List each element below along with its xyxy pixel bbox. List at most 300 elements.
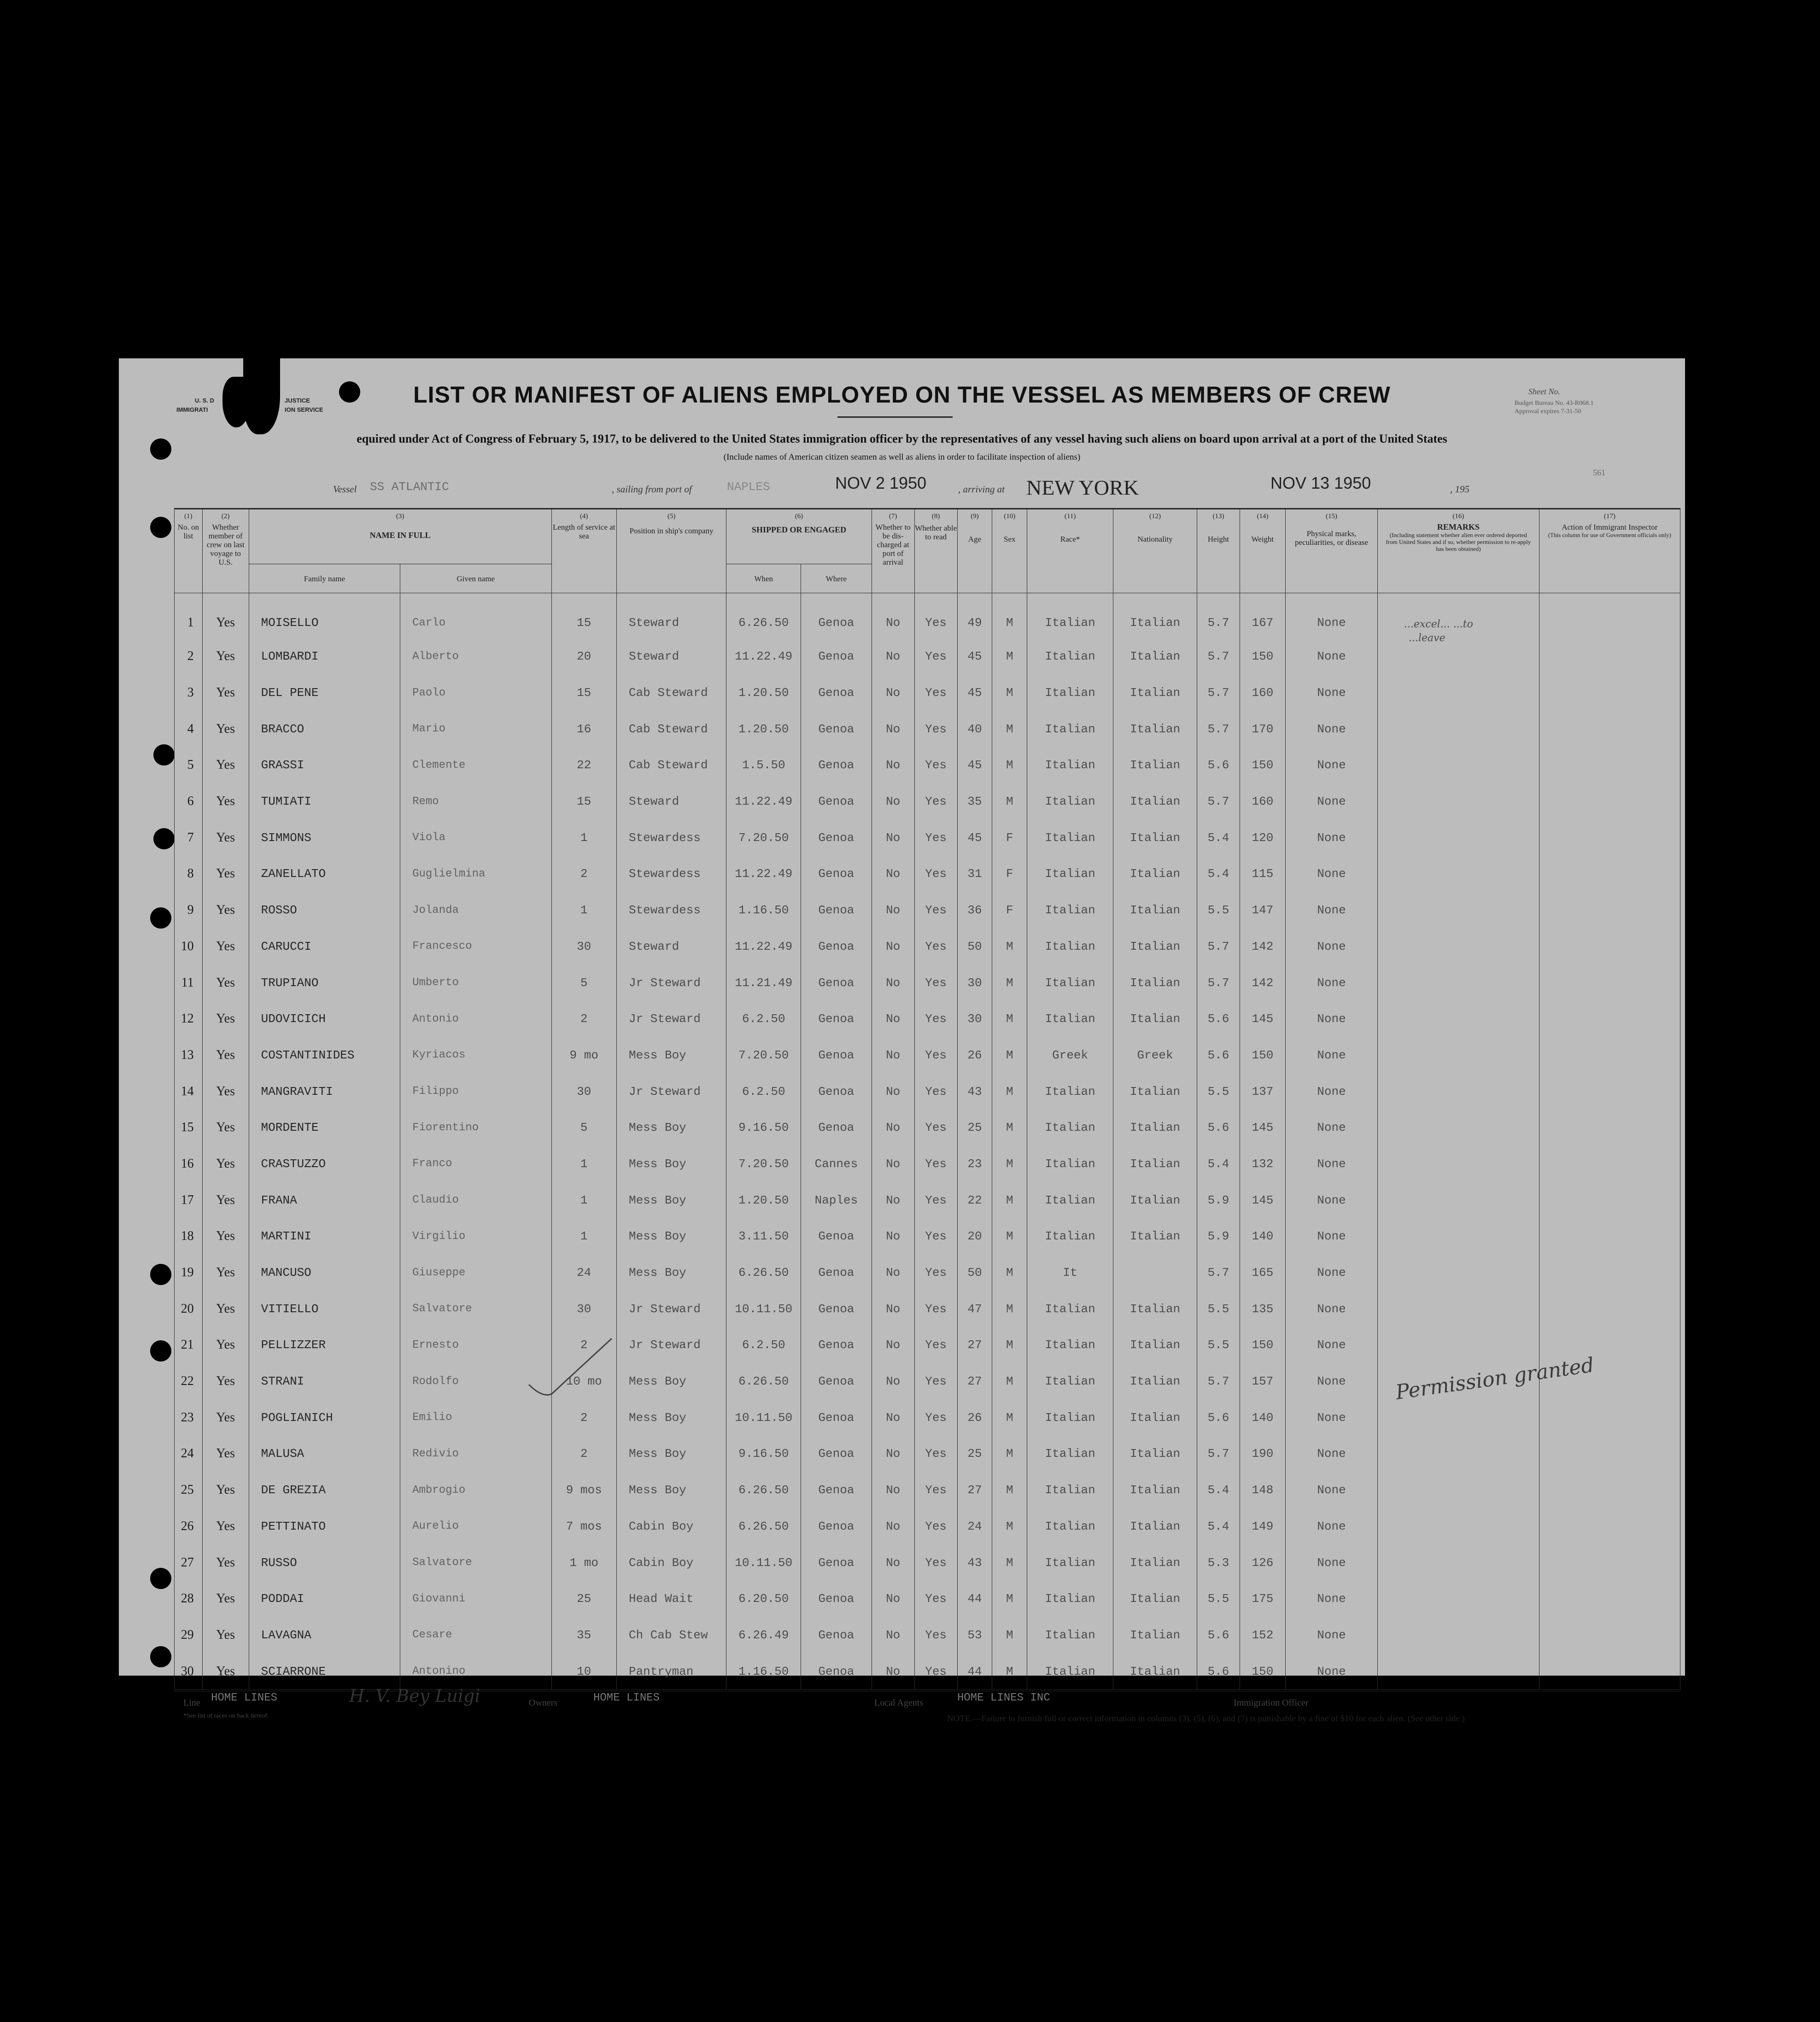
list-number: 29 <box>175 1617 203 1654</box>
race: Italian <box>1027 856 1113 892</box>
physical-marks: None <box>1285 1001 1377 1037</box>
list-number: 25 <box>175 1472 203 1508</box>
age: 26 <box>957 1399 992 1436</box>
local-agents-label: Local Agents <box>874 1698 924 1708</box>
physical-marks: None <box>1285 1110 1377 1146</box>
length-of-service: 25 <box>551 1581 616 1617</box>
height: 5.4 <box>1197 819 1240 856</box>
previous-voyage: Yes <box>202 1617 249 1654</box>
table-row <box>175 593 1680 639</box>
length-of-service: 15 <box>551 675 616 711</box>
given-name: Giovanni <box>400 1581 551 1617</box>
weight: 148 <box>1240 1472 1285 1508</box>
header-inspector-action: (17) Action of Immigrant Inspector (This column for use of Government officials only) <box>1539 509 1680 593</box>
previous-voyage: Yes <box>202 593 249 639</box>
previous-voyage: Yes <box>202 711 249 747</box>
weight: 120 <box>1240 819 1285 856</box>
sex: M <box>992 964 1027 1001</box>
race: Italian <box>1027 929 1113 965</box>
list-number: 12 <box>175 1001 203 1037</box>
able-to-read: Yes <box>914 856 957 892</box>
nationality: Italian <box>1113 1653 1197 1690</box>
sex: M <box>992 1182 1027 1218</box>
shipped-when: 11.22.49 <box>726 929 801 965</box>
race: Italian <box>1027 783 1113 820</box>
remarks <box>1378 675 1539 711</box>
physical-marks: None <box>1285 1182 1377 1218</box>
sex: M <box>992 1399 1027 1436</box>
shipped-when: 1.20.50 <box>726 1182 801 1218</box>
list-number: 5 <box>175 747 203 783</box>
shipped-when: 6.26.50 <box>726 1508 801 1545</box>
physical-marks: None <box>1285 1399 1377 1436</box>
given-name: Salvatore <box>400 1544 551 1581</box>
able-to-read: Yes <box>914 1327 957 1363</box>
able-to-read: Yes <box>914 1073 957 1110</box>
nationality: Italian <box>1113 1363 1197 1400</box>
previous-voyage: Yes <box>202 1363 249 1400</box>
race: Italian <box>1027 1110 1113 1146</box>
inspector-action <box>1539 892 1680 929</box>
shipped-when: 11.22.49 <box>726 638 801 675</box>
shipped-when: 6.2.50 <box>726 1001 801 1037</box>
physical-marks: None <box>1285 1218 1377 1255</box>
age: 24 <box>957 1508 992 1545</box>
length-of-service: 30 <box>551 1291 616 1327</box>
crew-rows <box>175 593 1680 1690</box>
race: Italian <box>1027 675 1113 711</box>
position: Cabin Boy <box>616 1508 726 1545</box>
race: It <box>1027 1255 1113 1291</box>
permission-granted-note: Permission granted <box>1394 1353 1596 1404</box>
discharged: No <box>872 1363 914 1400</box>
nationality: Italian <box>1113 638 1197 675</box>
signature: H. V. Bey Luigi <box>349 1686 480 1706</box>
shipped-when: 6.26.49 <box>726 1617 801 1654</box>
shipped-when: 6.26.50 <box>726 1255 801 1291</box>
list-number: 13 <box>175 1037 203 1074</box>
position: Ch Cab Stew <box>616 1617 726 1654</box>
nationality: Greek <box>1113 1037 1197 1074</box>
shipped-where: Genoa <box>801 1291 872 1327</box>
age: 45 <box>957 819 992 856</box>
able-to-read: Yes <box>914 929 957 965</box>
approval-expiry: Approval expires 7-31-50 <box>1515 408 1581 415</box>
table-row <box>175 1291 1680 1327</box>
vessel-label: Vessel <box>333 484 357 495</box>
nationality: Italian <box>1113 1291 1197 1327</box>
shipped-where: Genoa <box>801 593 872 639</box>
remarks <box>1378 1146 1539 1182</box>
nationality: Italian <box>1113 1581 1197 1617</box>
given-name: Ambrogio <box>400 1472 551 1508</box>
age: 20 <box>957 1218 992 1255</box>
arrival-date: NOV 13 1950 <box>1270 473 1371 492</box>
nationality: Italian <box>1113 1001 1197 1037</box>
sex: M <box>992 783 1027 820</box>
sex: M <box>992 1436 1027 1472</box>
discharged: No <box>872 1037 914 1074</box>
family-name: SIMMONS <box>249 819 400 856</box>
nationality: Italian <box>1113 1182 1197 1218</box>
table-row <box>175 1255 1680 1291</box>
list-number: 21 <box>175 1327 203 1363</box>
position: Mess Boy <box>616 1146 726 1182</box>
shipped-when: 10.11.50 <box>726 1291 801 1327</box>
sex: M <box>992 1617 1027 1654</box>
inspector-action <box>1539 1073 1680 1110</box>
table-row <box>175 1508 1680 1545</box>
age: 35 <box>957 783 992 820</box>
height: 5.7 <box>1197 711 1240 747</box>
nationality: Italian <box>1113 675 1197 711</box>
weight: 150 <box>1240 1653 1285 1690</box>
table-row <box>175 675 1680 711</box>
shipped-when: 6.20.50 <box>726 1581 801 1617</box>
sex: M <box>992 1581 1027 1617</box>
discharged: No <box>872 856 914 892</box>
position: Mess Boy <box>616 1182 726 1218</box>
able-to-read: Yes <box>914 1291 957 1327</box>
previous-voyage: Yes <box>202 1110 249 1146</box>
list-number: 20 <box>175 1291 203 1327</box>
physical-marks: None <box>1285 1436 1377 1472</box>
position: Mess Boy <box>616 1436 726 1472</box>
shipped-where: Genoa <box>801 638 872 675</box>
given-name: Guglielmina <box>400 856 551 892</box>
header-family-name: Family name <box>249 564 400 593</box>
header-list-number: (1) No. on list <box>175 509 203 593</box>
length-of-service: 1 <box>551 819 616 856</box>
remarks <box>1378 1472 1539 1508</box>
sailing-label: , sailing from port of <box>612 484 692 495</box>
able-to-read: Yes <box>914 1544 957 1581</box>
height: 5.4 <box>1197 1508 1240 1545</box>
shipped-when: 7.20.50 <box>726 1146 801 1182</box>
table-row <box>175 1073 1680 1110</box>
remarks <box>1378 1327 1539 1363</box>
position: Cabin Boy <box>616 1544 726 1581</box>
physical-marks: None <box>1285 1544 1377 1581</box>
able-to-read: Yes <box>914 1363 957 1400</box>
position: Stewardess <box>616 856 726 892</box>
age: 49 <box>957 593 992 639</box>
height: 5.7 <box>1197 1436 1240 1472</box>
family-name: PODDAI <box>249 1581 400 1617</box>
race: Italian <box>1027 1218 1113 1255</box>
dept-line: ION SERVICE <box>285 406 323 413</box>
previous-voyage: Yes <box>202 747 249 783</box>
previous-voyage: Yes <box>202 1182 249 1218</box>
race: Italian <box>1027 1508 1113 1545</box>
able-to-read: Yes <box>914 1110 957 1146</box>
physical-marks: None <box>1285 783 1377 820</box>
arriving-port: NEW YORK <box>1026 476 1139 499</box>
sex: M <box>992 638 1027 675</box>
age: 47 <box>957 1291 992 1327</box>
table-row <box>175 1110 1680 1146</box>
previous-voyage: Yes <box>202 1399 249 1436</box>
race: Italian <box>1027 892 1113 929</box>
inspector-action <box>1539 711 1680 747</box>
previous-voyage: Yes <box>202 1218 249 1255</box>
nationality: Italian <box>1113 783 1197 820</box>
nationality: Italian <box>1113 1327 1197 1363</box>
family-name: BRACCO <box>249 711 400 747</box>
remarks <box>1378 1255 1539 1291</box>
remarks <box>1378 964 1539 1001</box>
nationality: Italian <box>1113 856 1197 892</box>
table-row <box>175 1037 1680 1074</box>
physical-marks: None <box>1285 1327 1377 1363</box>
age: 27 <box>957 1327 992 1363</box>
length-of-service: 7 mos <box>551 1508 616 1545</box>
sex: M <box>992 1218 1027 1255</box>
length-of-service: 2 <box>551 1399 616 1436</box>
given-name: Viola <box>400 819 551 856</box>
list-number: 28 <box>175 1581 203 1617</box>
physical-marks: None <box>1285 1581 1377 1617</box>
family-name: PELLIZZER <box>249 1327 400 1363</box>
table-row <box>175 929 1680 965</box>
shipped-where: Genoa <box>801 711 872 747</box>
discharged: No <box>872 593 914 639</box>
previous-voyage: Yes <box>202 1001 249 1037</box>
shipped-where: Genoa <box>801 1255 872 1291</box>
physical-marks: None <box>1285 1073 1377 1110</box>
inspector-action <box>1539 1544 1680 1581</box>
sex: M <box>992 929 1027 965</box>
given-name: Mario <box>400 711 551 747</box>
punch-hole <box>150 1646 171 1667</box>
race: Italian <box>1027 1436 1113 1472</box>
shipped-where: Genoa <box>801 1436 872 1472</box>
header-discharged: (7) Whether to be dis-charged at port of arrival <box>872 509 914 593</box>
list-number: 4 <box>175 711 203 747</box>
shipped-where: Genoa <box>801 1110 872 1146</box>
position: Mess Boy <box>616 1399 726 1436</box>
remarks <box>1378 783 1539 820</box>
discharged: No <box>872 1581 914 1617</box>
discharged: No <box>872 747 914 783</box>
remarks <box>1378 747 1539 783</box>
physical-marks: None <box>1285 1363 1377 1400</box>
able-to-read: Yes <box>914 638 957 675</box>
shipped-when: 1.16.50 <box>726 1653 801 1690</box>
family-name: GRASSI <box>249 747 400 783</box>
inspector-action <box>1539 1146 1680 1182</box>
nationality: Italian <box>1113 1544 1197 1581</box>
weight: 149 <box>1240 1508 1285 1545</box>
race: Italian <box>1027 1363 1113 1400</box>
sex: M <box>992 711 1027 747</box>
height: 5.6 <box>1197 747 1240 783</box>
list-number: 24 <box>175 1436 203 1472</box>
shipped-when: 11.21.49 <box>726 964 801 1001</box>
race: Italian <box>1027 638 1113 675</box>
inspector-action <box>1539 819 1680 856</box>
physical-marks: None <box>1285 964 1377 1001</box>
height: 5.9 <box>1197 1218 1240 1255</box>
given-name: Paolo <box>400 675 551 711</box>
nationality: Italian <box>1113 1073 1197 1110</box>
shipped-when: 3.11.50 <box>726 1218 801 1255</box>
previous-voyage: Yes <box>202 1073 249 1110</box>
header-sex: (10) Sex <box>992 509 1027 593</box>
age: 44 <box>957 1653 992 1690</box>
family-name: SCIARRONE <box>249 1653 400 1690</box>
table-row <box>175 1327 1680 1363</box>
height: 5.5 <box>1197 1581 1240 1617</box>
table-row <box>175 1218 1680 1255</box>
given-name: Giuseppe <box>400 1255 551 1291</box>
able-to-read: Yes <box>914 783 957 820</box>
age: 53 <box>957 1617 992 1654</box>
table-row <box>175 819 1680 856</box>
shipped-where: Genoa <box>801 1653 872 1690</box>
discharged: No <box>872 1544 914 1581</box>
table-row <box>175 1581 1680 1617</box>
length-of-service: 1 <box>551 1182 616 1218</box>
inspector-action <box>1539 1001 1680 1037</box>
length-of-service: 10 mo <box>551 1363 616 1400</box>
race: Italian <box>1027 1653 1113 1690</box>
height: 5.6 <box>1197 1001 1240 1037</box>
nationality: Italian <box>1113 892 1197 929</box>
shipped-when: 1.20.50 <box>726 711 801 747</box>
list-number: 26 <box>175 1508 203 1545</box>
header-length-of-service: (4) Length of service at sea <box>551 509 616 593</box>
physical-marks: None <box>1285 675 1377 711</box>
weight: 170 <box>1240 711 1285 747</box>
race: Italian <box>1027 747 1113 783</box>
list-number: 3 <box>175 675 203 711</box>
punch-hole <box>150 1264 171 1285</box>
title-underline <box>837 416 953 418</box>
height: 5.3 <box>1197 1544 1240 1581</box>
sailing-port: NAPLES <box>727 480 770 494</box>
owners-value: HOME LINES <box>593 1692 660 1704</box>
able-to-read: Yes <box>914 1037 957 1074</box>
length-of-service: 35 <box>551 1617 616 1654</box>
length-of-service: 2 <box>551 856 616 892</box>
table-row <box>175 856 1680 892</box>
discharged: No <box>872 1399 914 1436</box>
sex: F <box>992 819 1027 856</box>
table-row <box>175 1182 1680 1218</box>
remarks <box>1378 819 1539 856</box>
table-row <box>175 747 1680 783</box>
family-name: ROSSO <box>249 892 400 929</box>
shipped-where: Cannes <box>801 1146 872 1182</box>
sex: M <box>992 1363 1027 1400</box>
inspector-action <box>1539 1472 1680 1508</box>
physical-marks: None <box>1285 1508 1377 1545</box>
given-name: Virgilio <box>400 1218 551 1255</box>
physical-marks: None <box>1285 1037 1377 1074</box>
punch-hole <box>153 744 175 766</box>
family-name: VITIELLO <box>249 1291 400 1327</box>
shipped-where: Genoa <box>801 747 872 783</box>
age: 31 <box>957 856 992 892</box>
list-number: 16 <box>175 1146 203 1182</box>
sex: F <box>992 856 1027 892</box>
length-of-service: 30 <box>551 1073 616 1110</box>
previous-voyage: Yes <box>202 1508 249 1545</box>
age: 45 <box>957 747 992 783</box>
length-of-service: 10 <box>551 1653 616 1690</box>
given-name: Rodolfo <box>400 1363 551 1400</box>
header-shipped-engaged: (6) SHIPPED OR ENGAGED <box>726 509 872 564</box>
inspector-action <box>1539 638 1680 675</box>
shipped-when: 11.22.49 <box>726 783 801 820</box>
family-name: MANGRAVITI <box>249 1073 400 1110</box>
shipped-where: Genoa <box>801 892 872 929</box>
punch-hole <box>153 828 175 849</box>
list-number: 14 <box>175 1073 203 1110</box>
height: 5.6 <box>1197 1617 1240 1654</box>
shipped-where: Genoa <box>801 1508 872 1545</box>
shipped-where: Genoa <box>801 1037 872 1074</box>
nationality: Italian <box>1113 964 1197 1001</box>
length-of-service: 24 <box>551 1255 616 1291</box>
remarks <box>1378 1544 1539 1581</box>
physical-marks: None <box>1285 929 1377 965</box>
nationality <box>1113 1255 1197 1291</box>
position: Steward <box>616 638 726 675</box>
list-number: 30 <box>175 1653 203 1690</box>
corner-number: 561 <box>1593 468 1605 477</box>
given-name: Carlo <box>400 593 551 639</box>
able-to-read: Yes <box>914 1581 957 1617</box>
length-of-service: 20 <box>551 638 616 675</box>
table-row <box>175 1399 1680 1436</box>
header-previous-voyage: (2) Whether member of crew on last voyage to U.S. <box>202 509 249 593</box>
height: 5.6 <box>1197 1037 1240 1074</box>
table-row <box>175 892 1680 929</box>
age: 30 <box>957 1001 992 1037</box>
race: Italian <box>1027 819 1113 856</box>
able-to-read: Yes <box>914 892 957 929</box>
able-to-read: Yes <box>914 675 957 711</box>
height: 5.7 <box>1197 1363 1240 1400</box>
height: 5.6 <box>1197 1399 1240 1436</box>
remarks <box>1378 638 1539 675</box>
able-to-read: Yes <box>914 1218 957 1255</box>
age: 25 <box>957 1110 992 1146</box>
header-nationality: (12) Nationality <box>1113 509 1197 593</box>
given-name: Redivio <box>400 1436 551 1472</box>
given-name: Filippo <box>400 1073 551 1110</box>
table-row <box>175 1001 1680 1037</box>
dept-line: JUSTICE <box>285 397 310 404</box>
previous-voyage: Yes <box>202 638 249 675</box>
shipped-where: Naples <box>801 1182 872 1218</box>
given-name: Alberto <box>400 638 551 675</box>
weight: 152 <box>1240 1617 1285 1654</box>
height: 5.7 <box>1197 929 1240 965</box>
shipped-where: Genoa <box>801 1001 872 1037</box>
family-name: MALUSA <box>249 1436 400 1472</box>
header-when: When <box>726 564 801 593</box>
sex: M <box>992 1001 1027 1037</box>
shipped-when: 6.26.50 <box>726 593 801 639</box>
position: Steward <box>616 593 726 639</box>
punch-hole <box>150 517 171 538</box>
previous-voyage: Yes <box>202 1472 249 1508</box>
length-of-service: 15 <box>551 593 616 639</box>
nationality: Italian <box>1113 1110 1197 1146</box>
